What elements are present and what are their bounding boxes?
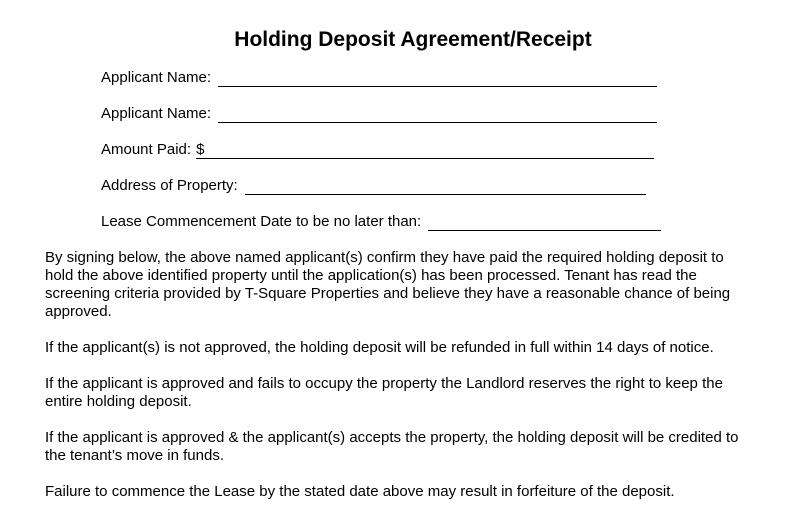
- address-field: [101, 177, 646, 195]
- applicant-name-blank-1[interactable]: [218, 69, 657, 87]
- address-label: Address of Property:: [101, 177, 238, 194]
- applicant-name-label-2: Applicant Name:: [101, 105, 212, 122]
- paragraph-not-approved: [45, 339, 775, 357]
- lease-date-label: Lease Commencement Date to be no later than:: [101, 213, 422, 230]
- paragraph-line: hold the above identified property until the application(s) has been processed. Tenant has read the: [45, 267, 697, 284]
- lease-date-blank[interactable]: [428, 213, 661, 231]
- amount-paid-blank[interactable]: [204, 141, 654, 159]
- paragraph-line: screening criteria provided by T-Square Properties and believe they have a reasonable chance of being: [45, 285, 731, 302]
- applicant-name-label-1: Applicant Name:: [101, 69, 212, 86]
- applicant-name-field-2: [101, 105, 657, 123]
- paragraph-forfeiture: [45, 483, 775, 501]
- lease-date-field: [101, 213, 661, 231]
- address-blank[interactable]: [245, 177, 646, 195]
- paragraph-line: entire holding deposit.: [45, 393, 192, 410]
- paragraph-line: By signing below, the above named applicant(s) confirm they have paid the required holding deposit to: [45, 249, 724, 266]
- paragraph-line: If the applicant is approved & the applicant(s) accepts the property, the holding deposit will be credited to: [45, 429, 739, 446]
- paragraph-line: the tenant’s move in funds.: [45, 447, 225, 464]
- paragraph-line: Failure to commence the Lease by the stated date above may result in forfeiture of the deposit.: [45, 483, 675, 500]
- paragraph-fails-to-occupy: [45, 375, 775, 411]
- applicant-name-field-1: [101, 69, 657, 87]
- paragraph-line: If the applicant(s) is not approved, the holding deposit will be refunded in full within 14 days of notice.: [45, 339, 714, 356]
- amount-paid-field: [101, 141, 654, 159]
- paragraph-line: If the applicant is approved and fails to occupy the property the Landlord reserves the right to keep the: [45, 375, 723, 392]
- applicant-name-blank-2[interactable]: [218, 105, 657, 123]
- amount-currency-sign: $: [196, 141, 205, 158]
- paragraph-credited: [45, 429, 775, 465]
- document-title: Holding Deposit Agreement/Receipt: [234, 28, 592, 51]
- amount-paid-label: Amount Paid:: [101, 141, 192, 158]
- paragraph-line: approved.: [45, 303, 112, 320]
- paragraph-confirmation: [45, 249, 775, 321]
